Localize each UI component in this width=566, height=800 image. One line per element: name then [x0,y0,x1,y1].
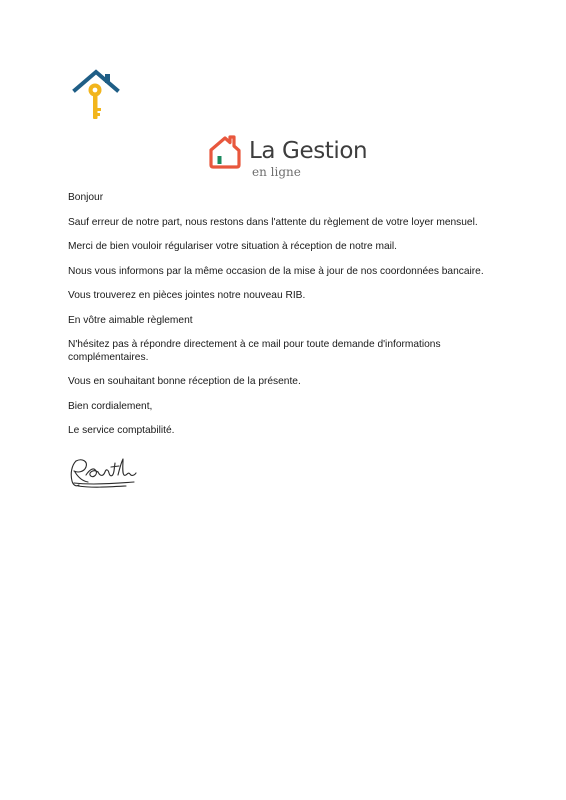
brand-tagline: en ligne [252,165,301,179]
paragraph: N'hésitez pas à répondre directement à ce mail pour toute demande d'informations complémentaires. [68,339,441,363]
paragraph: Nous vous informons par la même occasion de la mise à jour de nos coordonnées bancaire. [68,265,484,277]
closing: Bien cordialement, [68,400,153,412]
brand-name: La Gestion [249,138,368,164]
letter-body [68,192,488,450]
paragraph: En vôtre aimable règlement [68,314,193,326]
greeting: Bonjour [68,192,104,203]
brand-logo [207,133,377,183]
paragraph: Merci de bien vouloir régulariser votre situation à réception de notre mail. [68,241,397,252]
sender: Le service comptabilité. [68,425,175,436]
paragraph: Vous en souhaitant bonne réception de la présente. [68,376,301,387]
house-key-icon [72,68,120,122]
signature-image [66,455,140,491]
house-outline-icon [207,134,243,170]
paragraph: Vous trouverez en pièces jointes notre nouveau RIB. [68,290,306,301]
paragraph: Sauf erreur de notre part, nous restons dans l'attente du règlement de votre loyer mensuel. [68,216,478,228]
